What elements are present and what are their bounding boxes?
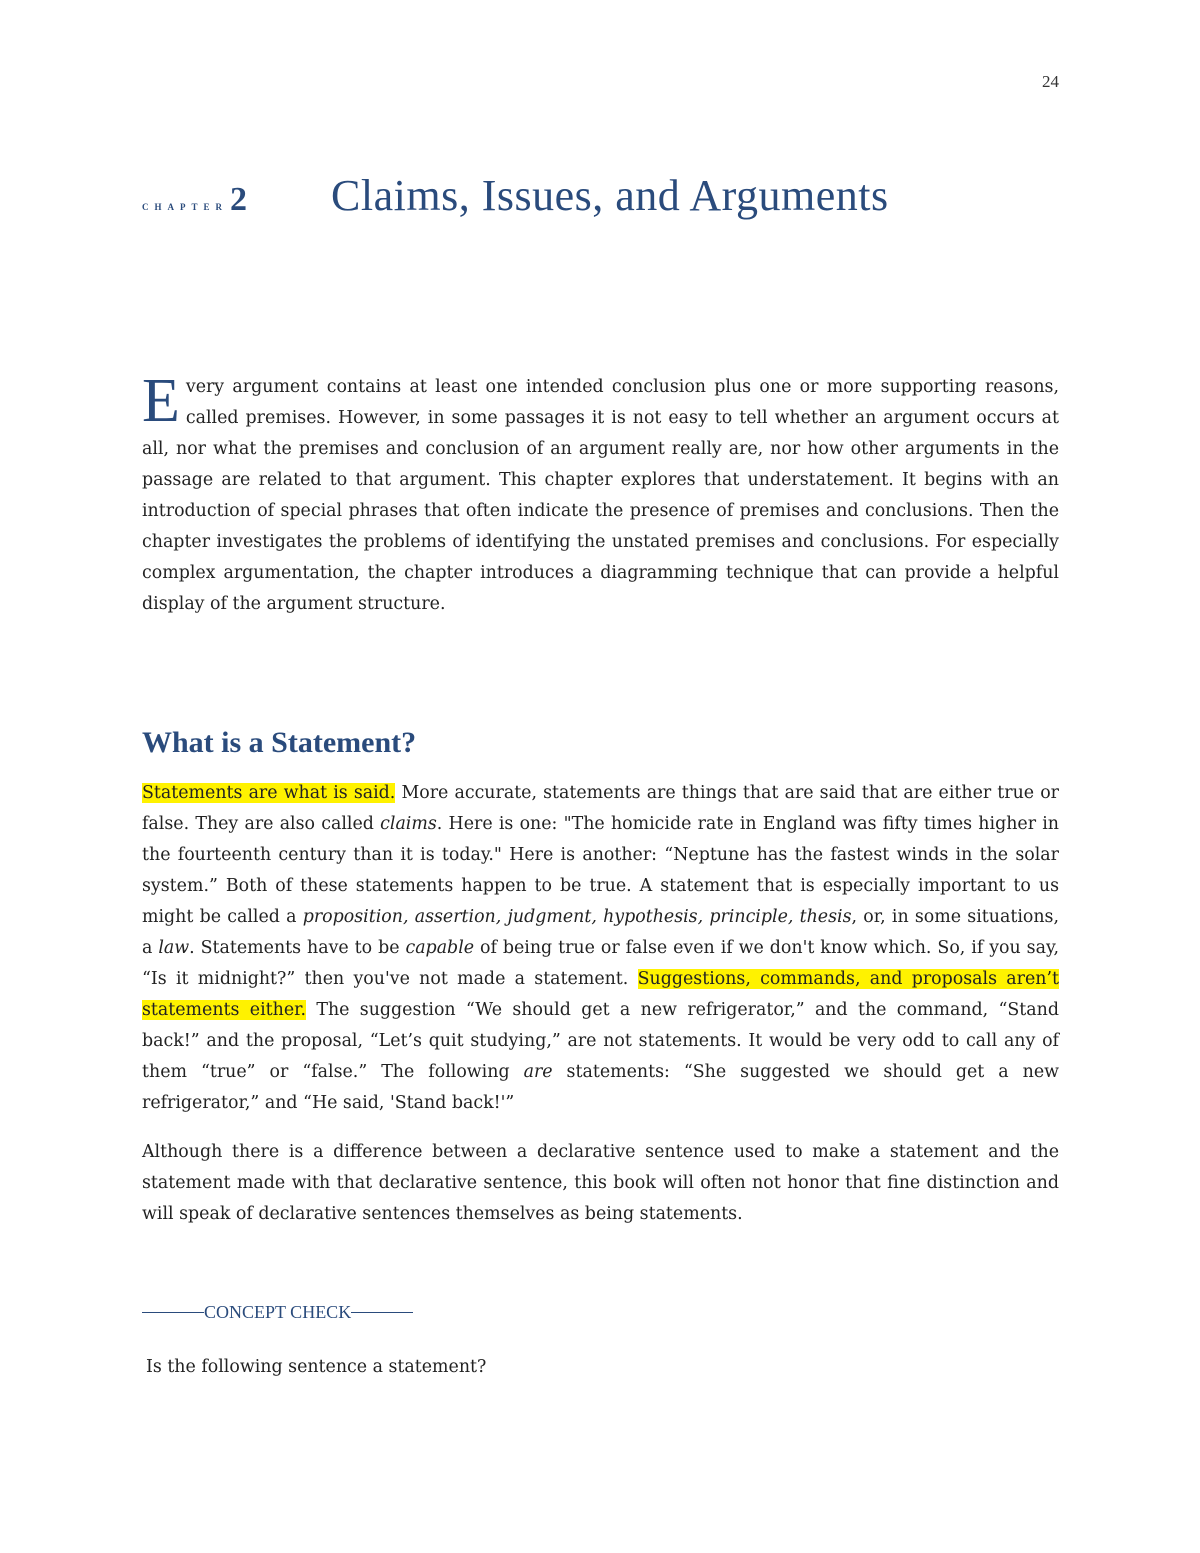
chapter-heading	[142, 170, 1062, 221]
intro-text: very argument contains at least one intended conclusion plus one or more supporting reasons, called premises. However, in some passages it is not easy to tell whether an argument occurs at all, nor what the premises and conclusion of an argument really are, nor how other arguments in the passage are related to that argument. This chapter explores that understatement. It begins with an introduction of special phrases that often indicate the presence of premises and conclusions. Then the chapter investigates the problems of identifying the unstated premises and conclusions. For especially complex argumentation, the chapter introduces a diagramming technique that can provide a helpful display of the argument structure.	[142, 377, 1059, 614]
text-run: The suggestion “We should get a new refrigerator,” and the command, “Stand back!” and the proposal, “Let’s quit studying,” are not statements. It would be very odd to call any of them “true” or “false.” The following	[142, 1000, 1060, 1082]
italic-term: law	[158, 938, 190, 958]
italic-terms: proposition, assertion, judgment, hypothesis, principle, thesis	[302, 907, 852, 927]
rule-left	[142, 1312, 204, 1313]
text-run: . Here is one: "The homicide rate in England was fifty times higher in the fourteenth century than it is today." Here is another: “Neptune has the fastest winds in the solar system.” Both of these statements happen to be true. A statement that is especially important to us might be called a	[142, 814, 1059, 927]
text-run: statements: “She suggested we should get a new refrigerator,” and “He said, 'Stand back!'”	[142, 1062, 1059, 1113]
text-run: of being true or false even if we don't know which. So, if you say, “Is it midnight?” then you've not made a statement.	[142, 938, 1059, 989]
text-run: . Statements have to be	[189, 938, 406, 958]
concept-check-header	[142, 1302, 413, 1323]
highlight-suggestions: Suggestions, commands, and proposals aren’t statements either.	[142, 969, 1059, 1020]
rule-right	[351, 1312, 413, 1313]
page-number: 24	[1042, 72, 1059, 91]
text-run: , or, in some situations, a	[142, 907, 1059, 958]
highlight-definition: Statements are what is said.	[142, 783, 396, 803]
text-run: More accurate, statements are things that are said that are either true or false. They are also called	[142, 783, 1059, 834]
drop-cap: E	[142, 367, 180, 435]
italic-term: claims	[380, 814, 437, 834]
italic-term: are	[523, 1062, 553, 1082]
chapter-title: Claims, Issues, and Arguments	[331, 171, 889, 220]
concept-check-question: Is the following sentence a statement?	[146, 1357, 487, 1377]
intro-paragraph	[142, 367, 1059, 620]
concept-check-label: CONCEPT CHECK	[204, 1302, 352, 1322]
declarative-paragraph: Although there is a difference between a declarative sentence used to make a statement and the statement made with that declarative sentence, this book will often not honor that fine distinction and will speak of declarative sentences themselves as being statements.	[142, 1142, 1059, 1224]
statement-paragraph	[142, 778, 1059, 1119]
italic-term: capable	[405, 938, 475, 958]
section-heading: What is a Statement?	[142, 726, 417, 759]
chapter-number: 2	[230, 181, 248, 218]
chapter-label: CHAPTER	[142, 202, 229, 212]
